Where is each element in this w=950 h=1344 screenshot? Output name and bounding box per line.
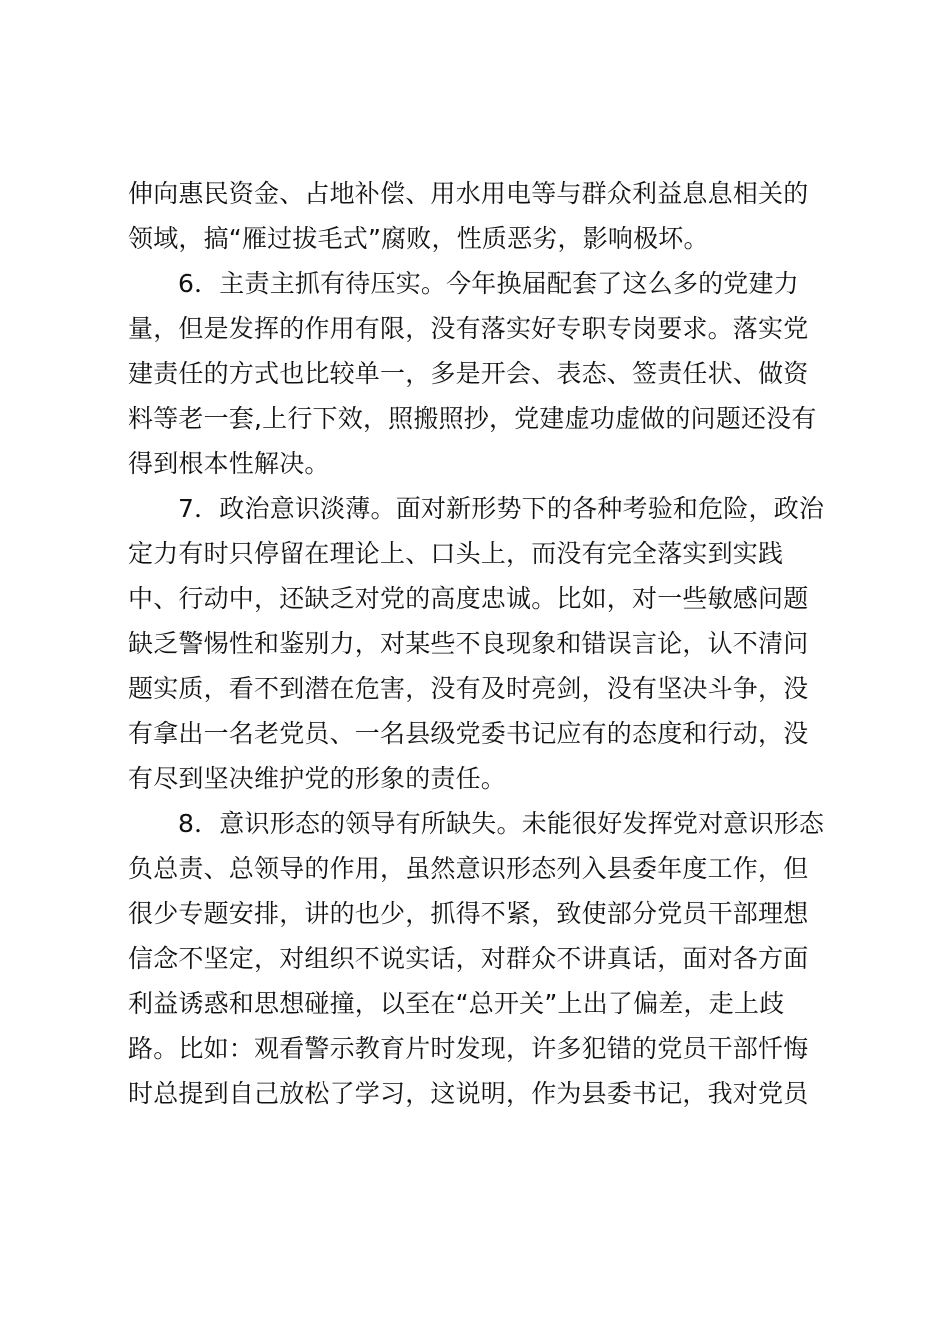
paragraph-8-start: 8．意识形态的领导有所缺失。未能很好发挥党对意识形态 bbox=[178, 809, 825, 838]
text-line: 中、行动中，还缺乏对党的高度忠诚。比如，对一些敏感问题 bbox=[128, 584, 809, 613]
text-line: 题实质，看不到潜在危害，没有及时亮剑，没有坚决斗争，没 bbox=[128, 674, 809, 703]
text-line: 量，但是发挥的作用有限，没有落实好专职专岗要求。落实党 bbox=[128, 314, 809, 343]
text-line: 信念不坚定，对组织不说实话，对群众不讲真话，面对各方面 bbox=[128, 944, 809, 973]
body-text bbox=[128, 171, 828, 1116]
text-line: 料等老一套,上行下效，照搬照抄，党建虚功虚做的问题还没有 bbox=[128, 404, 817, 433]
text-line: 利益诱惑和思想碰撞，以至在“总开关”上出了偏差，走上歧 bbox=[128, 989, 785, 1018]
text-line: 伸向惠民资金、占地补偿、用水用电等与群众利益息息相关的 bbox=[128, 179, 809, 208]
text-line: 很少专题安排，讲的也少，抓得不紧，致使部分党员干部理想 bbox=[128, 899, 809, 928]
text-line: 有尽到坚决维护党的形象的责任。 bbox=[128, 764, 507, 793]
text-line: 建责任的方式也比较单一，多是开会、表态、签责任状、做资 bbox=[128, 359, 809, 388]
text-line: 有拿出一名老党员、一名县级党委书记应有的态度和行动，没 bbox=[128, 719, 809, 748]
paragraph-6-start: 6．主责主抓有待压实。今年换届配套了这么多的党建力 bbox=[178, 269, 799, 298]
text-line: 领域，搞“雁过拔毛式”腐败，性质恶劣，影响极坏。 bbox=[128, 224, 709, 253]
paragraph-7-start: 7．政治意识淡薄。面对新形势下的各种考验和危险，政治 bbox=[178, 494, 825, 523]
text-line: 路。比如：观看警示教育片时发现，许多犯错的党员干部忏悔 bbox=[128, 1034, 809, 1063]
text-line: 得到根本性解决。 bbox=[128, 449, 330, 478]
text-line: 负总责、总领导的作用，虽然意识形态列入县委年度工作，但 bbox=[128, 854, 809, 883]
text-line: 时总提到自己放松了学习，这说明，作为县委书记，我对党员 bbox=[128, 1079, 809, 1108]
text-line: 缺乏警惕性和鉴别力，对某些不良现象和错误言论，认不清问 bbox=[128, 629, 809, 658]
text-line: 定力有时只停留在理论上、口头上，而没有完全落实到实践 bbox=[128, 539, 784, 568]
